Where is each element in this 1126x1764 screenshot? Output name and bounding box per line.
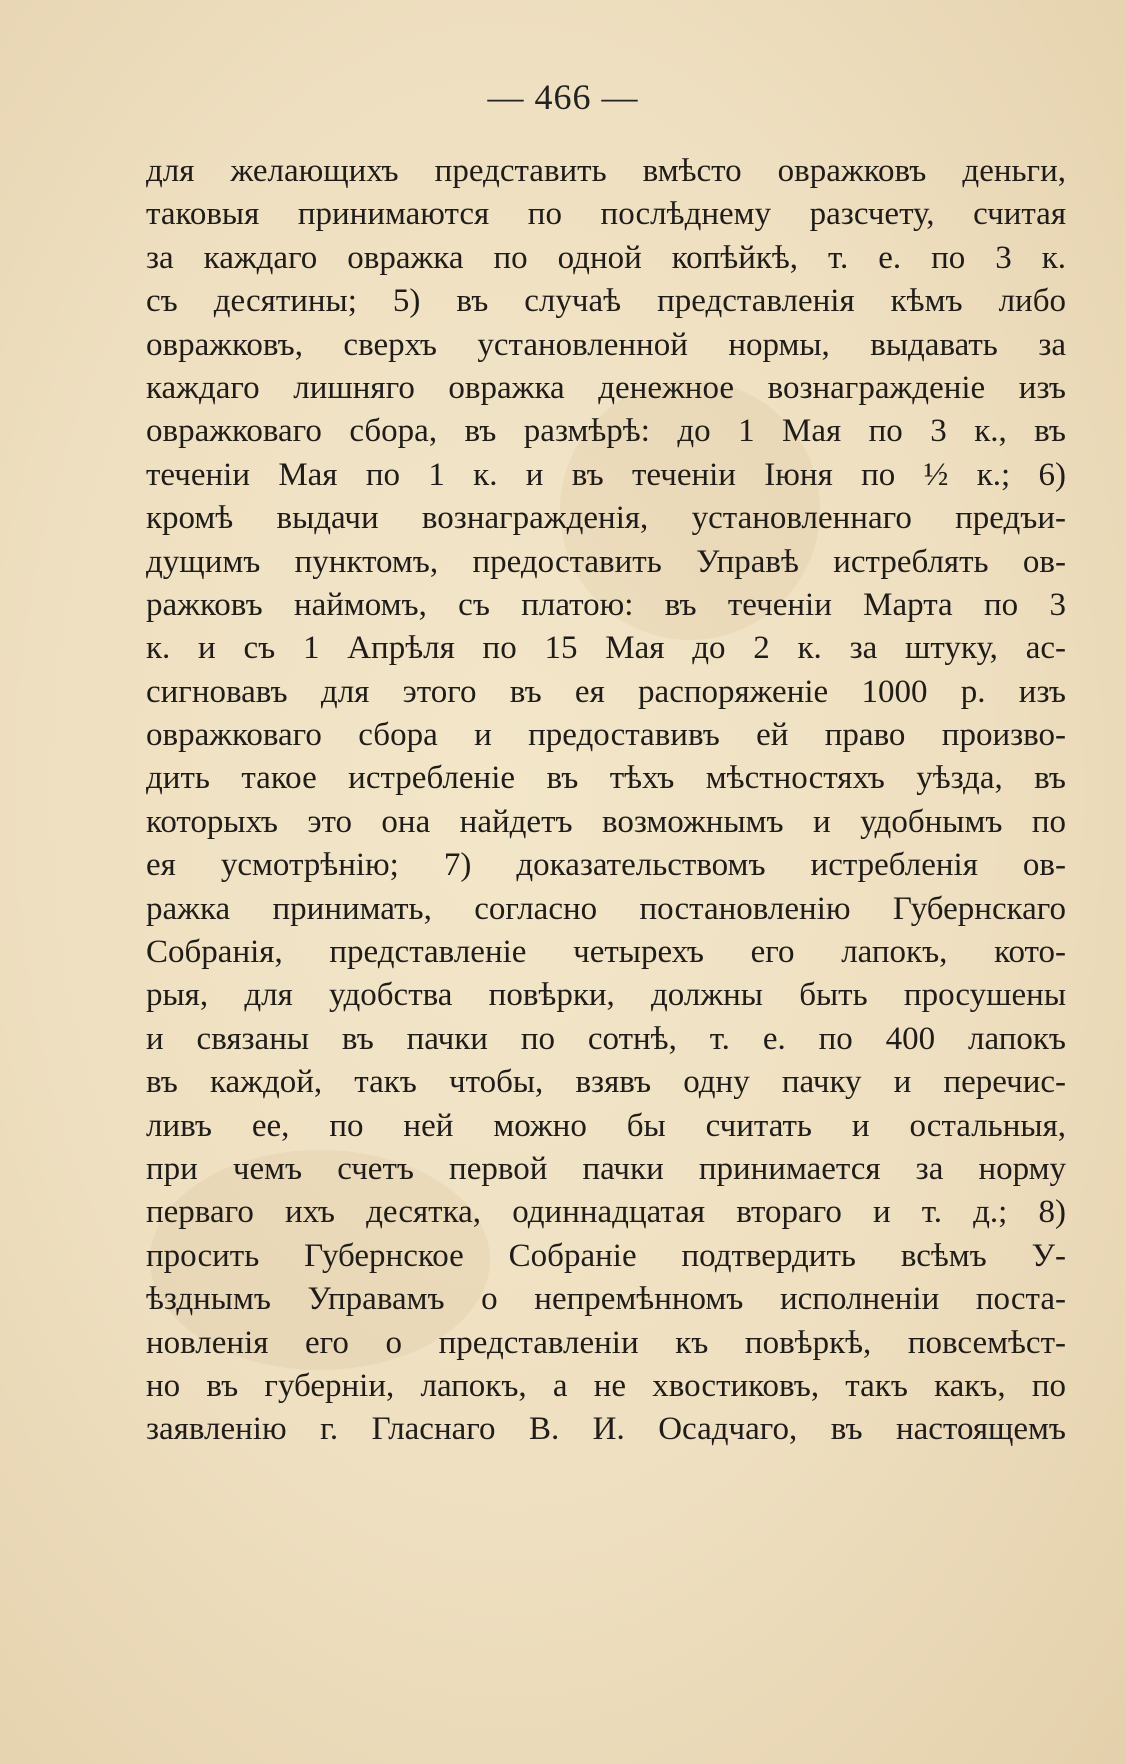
text-line: перваго ихъ десятка, одиннадцатая втораго и т. д.; 8) <box>146 1194 1066 1231</box>
text-line: и связаны въ пачки по сотнѣ, т. е. по 400 лапокъ <box>146 1020 1066 1057</box>
text-line: въ каждой, такъ чтобы, взявъ одну пачку и перечис- <box>146 1064 1066 1101</box>
text-line: при чемъ счетъ первой пачки принимается за норму <box>146 1150 1066 1187</box>
text-line: овражковаго сбора, въ размѣрѣ: до 1 Мая по 3 к., въ <box>146 413 1066 450</box>
text-line: сигновавъ для этого въ ея распоряженіе 1000 р. изъ <box>146 673 1066 710</box>
text-line: к. и съ 1 Апрѣля по 15 Мая до 2 к. за штуку, ас- <box>146 630 1066 667</box>
text-line: кромѣ выдачи вознагражденія, установленнаго предъи- <box>146 500 1066 537</box>
text-line: просить Губернское Собраніе подтвердить всѣмъ У- <box>146 1237 1066 1274</box>
text-line: каждаго лишняго овражка денежное вознагражденіе изъ <box>146 369 1066 406</box>
text-line: дущимъ пунктомъ, предоставить Управѣ истреблять ов- <box>146 543 1066 580</box>
text-line: рыя, для удобства повѣрки, должны быть просушены <box>146 977 1066 1014</box>
text-line: овражковъ, сверхъ установленной нормы, выдавать за <box>146 326 1066 363</box>
text-line: новленія его о представленіи къ повѣркѣ, повсемѣст- <box>146 1324 1066 1361</box>
page-number: — 466 — <box>487 77 639 117</box>
text-line: ливъ ее, по ней можно бы считать и остальныя, <box>146 1107 1066 1144</box>
text-line: для желающихъ представить вмѣсто овражковъ деньги, <box>146 153 1066 189</box>
body-text <box>146 150 1066 1452</box>
text-line: дить такое истребленіе въ тѣхъ мѣстностяхъ уѣзда, въ <box>146 760 1066 797</box>
text-line: овражковаго сбора и предоставивъ ей право произво- <box>146 717 1066 754</box>
text-line: ражковъ наймомъ, съ платою: въ теченіи Марта по 3 <box>146 586 1066 623</box>
text-line: за каждаго овражка по одной копѣйкѣ, т. е. по 3 к. <box>146 239 1066 276</box>
text-line: заявленію г. Гласнаго В. И. Осадчаго, въ настоящемъ <box>146 1411 1066 1448</box>
text-line: теченіи Мая по 1 к. и въ теченіи Іюня по ½ к.; 6) <box>146 456 1066 493</box>
text-line: ражка принимать, согласно постановленію Губернскаго <box>146 890 1066 927</box>
text-line: ея усмотрѣнію; 7) доказательствомъ истребленія ов- <box>146 847 1066 884</box>
text-line: ѣзднымъ Управамъ о непремѣнномъ исполненіи поста- <box>146 1281 1066 1318</box>
text-line: Собранія, представленіе четырехъ его лапокъ, кото- <box>146 934 1066 971</box>
text-line: но въ губерніи, лапокъ, а не хвостиковъ, такъ какъ, по <box>146 1367 1066 1404</box>
text-line: которыхъ это она найдетъ возможнымъ и удобнымъ по <box>146 803 1066 840</box>
text-line: съ десятины; 5) въ случаѣ представленія кѣмъ либо <box>146 283 1066 320</box>
text-line: таковыя принимаются по послѣднему разсчету, считая <box>146 196 1066 233</box>
